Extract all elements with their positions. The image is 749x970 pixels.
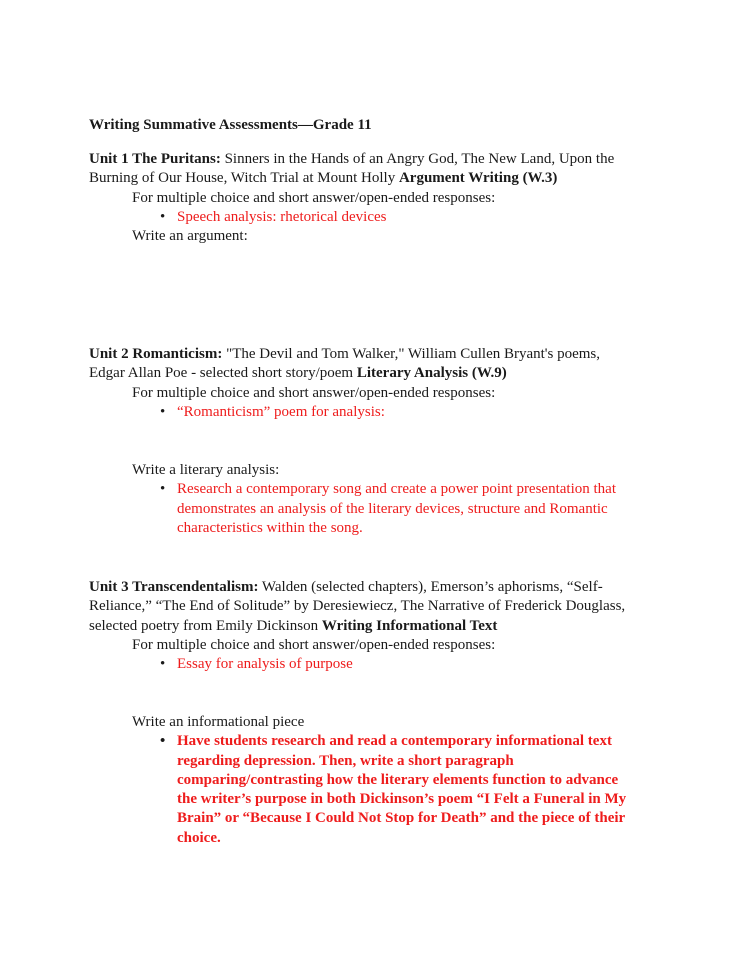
bullet-line: the writer’s purpose in both Dickinson’s poem “I Felt a Funeral in My (177, 791, 627, 808)
unit-3-texts-cont: Reliance,” “The End of Solitude” by Deresiewiecz, The Narrative of Frederick Douglass, (89, 598, 626, 615)
bullet-text: Speech analysis: rhetorical devices (177, 208, 387, 225)
unit-3-texts: Walden (selected chapters), Emerson’s aphorisms, “Self- (258, 579, 603, 595)
bullet-text: “Romanticism” poem for analysis: (177, 403, 385, 420)
unit-2-write (89, 461, 689, 538)
unit-3-texts-cont2: selected poetry from Emily Dickinson (89, 617, 322, 634)
bullet-line: characteristics within the song. (177, 519, 363, 536)
unit-2-focus: Literary Analysis (W.9) (356, 365, 507, 382)
unit-2-write-bullet (89, 480, 689, 499)
unit-1-mc-bullet (89, 208, 689, 227)
unit-1-focus: Argument Writing (W.3) (398, 170, 558, 187)
title-text: Writing Summative Assessments—Grade 11 (89, 117, 372, 133)
unit-2-write-label: Write a literary analysis: (132, 462, 280, 478)
unit-2-section (89, 345, 689, 422)
bullet-line: comparing/contrasting how the literary elements function to advance (177, 771, 619, 788)
unit-1-texts: Sinners in the Hands of an Angry God, The New Land, Upon the (220, 151, 615, 167)
document-title (89, 116, 689, 135)
bullet-icon: • (160, 733, 166, 750)
unit-2-mc-label: For multiple choice and short answer/open-ended responses: (132, 384, 496, 401)
unit-2-texts: "The Devil and Tom Walker," William Cullen Bryant's poems, (222, 346, 601, 362)
bullet-line: Have students research and read a contemporary informational text (177, 733, 612, 750)
bullet-line: choice. (177, 829, 221, 846)
unit-3-section (89, 578, 689, 674)
unit-1-mc-label: For multiple choice and short answer/open-ended responses: (132, 189, 496, 206)
bullet-line: Research a contemporary song and create a power point presentation that (177, 481, 616, 498)
unit-1-label: Unit 1 The Puritans: (89, 151, 221, 167)
unit-2-texts-cont: Edgar Allan Poe - selected short story/poem (89, 365, 357, 382)
bullet-icon: • (160, 481, 166, 498)
bullet-line: demonstrates an analysis of the literary devices, structure and Romantic (177, 500, 608, 517)
unit-3-write-bullet (89, 732, 689, 751)
unit-1-texts-cont: Burning of Our House, Witch Trial at Mount Holly (89, 170, 399, 187)
unit-1-section (89, 150, 689, 246)
unit-2-label: Unit 2 Romanticism: (89, 346, 223, 362)
unit-3-focus: Writing Informational Text (321, 617, 498, 634)
bullet-icon: • (160, 656, 166, 673)
bullet-icon: • (160, 403, 166, 420)
unit-3-write (89, 713, 689, 848)
bullet-line: Brain” or “Because I Could Not Stop for Death” and the piece of their (177, 810, 626, 827)
unit-3-mc-bullet (89, 655, 689, 674)
unit-1-write-label: Write an argument: (132, 228, 248, 245)
bullet-text: Essay for analysis of purpose (177, 656, 353, 673)
bullet-icon: • (160, 208, 166, 225)
unit-2-mc-bullet (89, 403, 689, 422)
unit-3-label: Unit 3 Transcendentalism: (89, 579, 259, 595)
unit-3-mc-label: For multiple choice and short answer/open-ended responses: (132, 636, 496, 653)
bullet-line: regarding depression. Then, write a short paragraph (177, 752, 514, 769)
unit-3-write-label: Write an informational piece (132, 714, 305, 730)
